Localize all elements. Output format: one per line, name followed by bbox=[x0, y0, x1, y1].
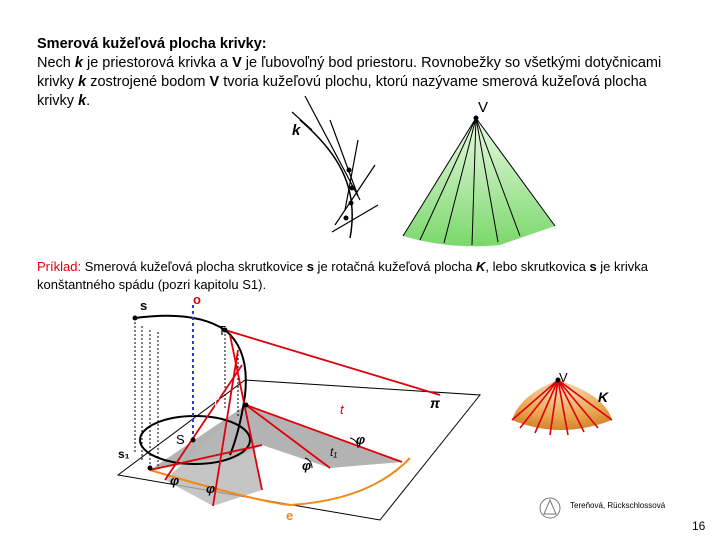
label-T1: T₁ bbox=[212, 396, 224, 410]
text-span: Smerová kužeľová plocha skrutkovice bbox=[81, 259, 307, 274]
helix-s-symbol: s bbox=[306, 259, 314, 274]
label-K: K bbox=[598, 389, 609, 405]
tangent-line bbox=[335, 165, 375, 225]
authors: Tereňová, Rückschlossová bbox=[570, 501, 666, 510]
green-direction-cone bbox=[403, 116, 555, 247]
curve-k bbox=[300, 120, 352, 238]
text-span: je priestorová krivka a bbox=[82, 55, 233, 71]
label-phi: φ bbox=[302, 458, 312, 473]
label-S: S bbox=[176, 432, 185, 447]
helix-s-symbol: s bbox=[589, 259, 597, 274]
tangent-point bbox=[349, 201, 354, 206]
label-phi: φ bbox=[206, 481, 216, 496]
curve-k-symbol: k bbox=[78, 93, 87, 109]
point-v-symbol: V bbox=[232, 55, 242, 71]
top-curve-figure bbox=[292, 96, 378, 238]
cone-K bbox=[512, 378, 612, 436]
helix-point bbox=[148, 466, 153, 471]
faculty-logo bbox=[540, 498, 560, 518]
label-s1: s₁ bbox=[118, 447, 130, 461]
helix-point bbox=[133, 316, 138, 321]
text-span: je krivka konštantného spádu (pozri kapitolu S1). bbox=[37, 259, 648, 292]
label-phi: φ bbox=[356, 432, 366, 447]
text-span: . bbox=[86, 93, 91, 109]
label-k-top: k bbox=[292, 122, 301, 139]
label-s: s bbox=[140, 298, 148, 313]
point-T1 bbox=[244, 403, 249, 408]
label-V-top: V bbox=[478, 99, 489, 116]
label-T: T bbox=[218, 323, 226, 338]
label-e: e bbox=[286, 508, 294, 523]
point-S bbox=[191, 438, 196, 443]
vertex-point bbox=[474, 116, 479, 121]
text-span: , lebo skrutkovica bbox=[485, 259, 590, 274]
text-span: je ľubovoľný bod priestoru. Rovnobežky so všetkými dotyčnicami krivky bbox=[37, 55, 662, 90]
curve-k-symbol: k bbox=[74, 55, 83, 71]
tangent-point bbox=[344, 216, 349, 221]
page-number: 16 bbox=[692, 519, 706, 533]
example-label: Príklad: bbox=[37, 259, 82, 274]
label-phi: φ bbox=[170, 473, 180, 488]
text-span: je rotačná kužeľová plocha bbox=[313, 259, 476, 274]
label-pi: π bbox=[430, 395, 440, 411]
label-V-cone: V bbox=[559, 370, 568, 385]
label-o: o bbox=[193, 292, 201, 307]
tangent-point bbox=[350, 186, 355, 191]
point-v-symbol: V bbox=[209, 74, 220, 90]
tangent-line bbox=[305, 96, 360, 200]
label-t: t bbox=[340, 402, 344, 417]
text-span: Nech bbox=[37, 55, 75, 71]
text-span: zostrojené bodom bbox=[86, 74, 210, 90]
curve-k-symbol: k bbox=[78, 74, 87, 90]
tangent-point bbox=[347, 168, 352, 173]
text-span: tvoria kužeľovú plochu, ktorú nazývame smerová kužeľová plocha krivky bbox=[37, 74, 647, 109]
label-t1: t₁ bbox=[330, 445, 338, 459]
cone-k-symbol: K bbox=[476, 259, 486, 274]
page-title: Smerová kužeľová plocha krivky: bbox=[37, 36, 267, 52]
